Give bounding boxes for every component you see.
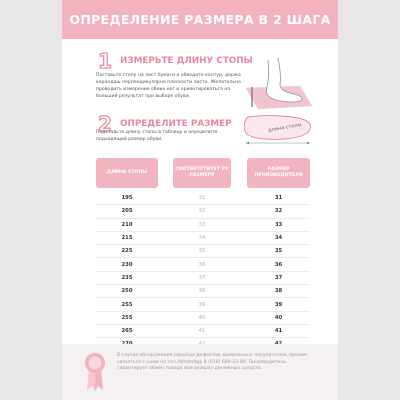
maker-size-cell: 35 bbox=[274, 248, 283, 255]
table-row bbox=[96, 272, 310, 285]
ru-size-cell: 41 bbox=[198, 328, 206, 335]
step-1-number: 1 bbox=[98, 49, 112, 73]
maker-size-cell: 41 bbox=[274, 328, 283, 335]
foot-length-cell: 250 bbox=[121, 288, 133, 295]
step-2-text: Подставьте длину стопы в таблицу и определите подходящий размер обуви. bbox=[96, 130, 218, 142]
maker-size-cell: 31 bbox=[274, 195, 283, 202]
maker-size-cell: 40 bbox=[274, 314, 283, 321]
foot-length-cell: 235 bbox=[121, 274, 133, 281]
column-header-maker-size: РАЗМЕР ПРОИЗВОДИТЕЛЯ bbox=[247, 158, 310, 188]
table-row bbox=[96, 232, 310, 245]
step-1-title: ИЗМЕРЬТЕ ДЛИНУ СТОПЫ bbox=[120, 56, 253, 66]
ru-size-cell: 35 bbox=[198, 248, 206, 255]
table-row bbox=[96, 312, 310, 325]
maker-size-cell: 33 bbox=[274, 221, 283, 228]
ru-size-cell: 33 bbox=[198, 221, 206, 228]
foot-length-cell: 265 bbox=[121, 328, 133, 335]
table-body bbox=[96, 192, 310, 352]
maker-size-cell: 37 bbox=[274, 274, 283, 281]
ru-size-cell: 34 bbox=[198, 235, 206, 242]
step-2-number: 2 bbox=[98, 112, 112, 136]
foot-length-cell: 210 bbox=[121, 221, 133, 228]
footer-text: В случае обнаружения скрытых дефектов, выявленных покупателем, просим связаться с нами по тел./WhatsApp 8 (918) 680-22-89. Производитель гарантирует обмен товара или возврат денежных средств. bbox=[117, 353, 307, 372]
footer-notice bbox=[62, 344, 338, 400]
ru-size-cell: 32 bbox=[198, 208, 206, 215]
table-row bbox=[96, 205, 310, 218]
ru-size-cell: 38 bbox=[198, 288, 206, 295]
step-2-title: ОПРЕДЕЛИТЕ РАЗМЕР bbox=[120, 119, 232, 129]
ru-size-cell: 39 bbox=[198, 301, 206, 308]
table-row bbox=[96, 192, 310, 205]
ribbon-badge-icon bbox=[84, 352, 106, 392]
header-banner bbox=[62, 0, 338, 39]
size-table bbox=[96, 158, 310, 352]
table-row bbox=[96, 325, 310, 338]
foot-length-cell: 215 bbox=[121, 235, 133, 242]
table-row bbox=[96, 219, 310, 232]
maker-size-cell: 36 bbox=[274, 261, 283, 268]
maker-size-cell: 39 bbox=[274, 301, 283, 308]
table-row bbox=[96, 298, 310, 311]
foot-length-label: длина стопы bbox=[267, 121, 303, 134]
foot-length-cell: 230 bbox=[121, 261, 133, 268]
foot-length-illustration bbox=[238, 111, 318, 149]
table-row bbox=[96, 285, 310, 298]
size-guide-sheet bbox=[62, 0, 338, 400]
ru-size-cell: 31 bbox=[198, 195, 206, 202]
foot-on-paper-illustration bbox=[238, 54, 318, 112]
table-row bbox=[96, 245, 310, 258]
foot-length-cell: 225 bbox=[121, 248, 133, 255]
column-header-ru-size: СООТВЕТСТВУЕТ РУ РАЗМЕРУ bbox=[173, 158, 231, 188]
foot-length-cell: 255 bbox=[121, 301, 133, 308]
ru-size-cell: 37 bbox=[198, 274, 206, 281]
table-row bbox=[96, 258, 310, 271]
table-header bbox=[96, 158, 310, 188]
maker-size-cell: 34 bbox=[274, 235, 283, 242]
foot-icon bbox=[266, 58, 302, 102]
step-1-heading bbox=[96, 49, 253, 73]
maker-size-cell: 38 bbox=[274, 288, 283, 295]
ru-size-cell: 36 bbox=[198, 261, 206, 268]
foot-length-cell: 195 bbox=[121, 195, 133, 202]
maker-size-cell: 32 bbox=[274, 208, 283, 215]
ru-size-cell: 40 bbox=[198, 314, 206, 321]
page-title: ОПРЕДЕЛЕНИЕ РАЗМЕРА В 2 ШАГА bbox=[69, 12, 331, 27]
step-1-text: Поставьте стопу на лист бумаги и обведите контур, держа карандаш перпендикулярно плоскости листа. Желательно проводить измерение обеих ног и ориентироваться на больший результат при выборе обуви. bbox=[96, 73, 241, 99]
foot-length-cell: 205 bbox=[121, 208, 133, 215]
column-header-foot-length: ДЛИНА СТОПЫ bbox=[96, 158, 158, 188]
foot-length-cell: 255 bbox=[121, 314, 133, 321]
